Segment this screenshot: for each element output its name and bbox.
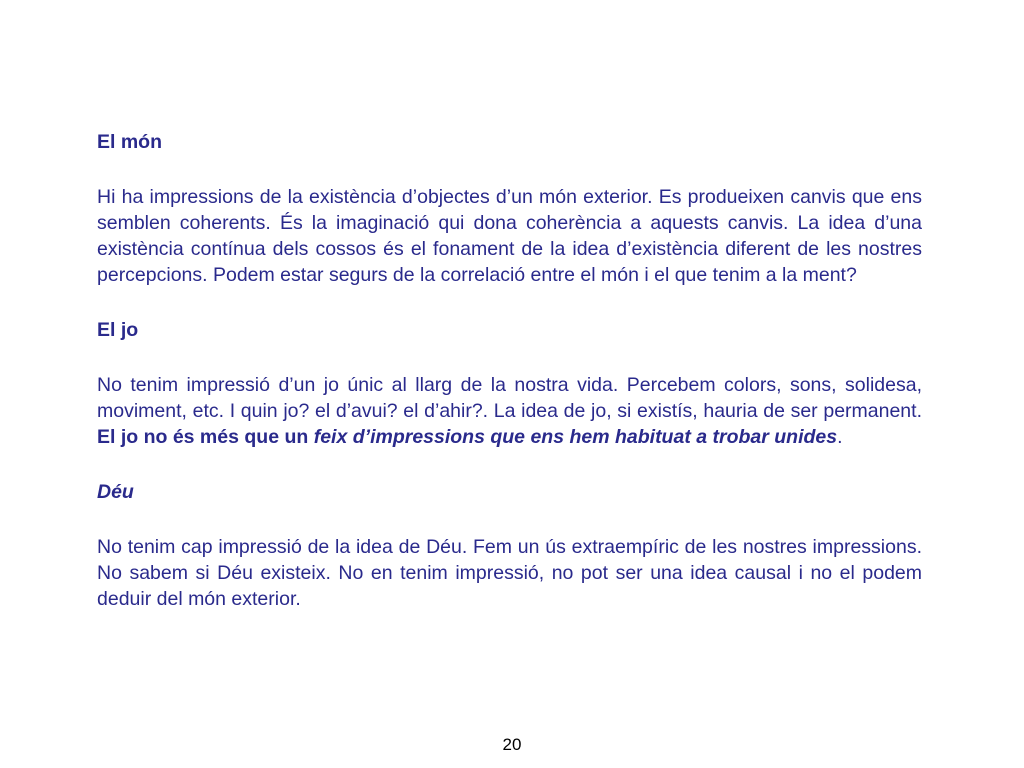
section-heading-world: El món bbox=[97, 131, 163, 153]
section-paragraph-god: No tenim cap impressió de la idea de Déu. Fem un ús extraempíric de les nostres impressions. No sabem si Déu existeix. No en tenim impressió, no pot ser una idea causal i no el podem deduir del món exterior. bbox=[97, 536, 922, 610]
page-content bbox=[97, 129, 922, 612]
self-text-bold: El jo no és més que un bbox=[97, 426, 314, 448]
self-text-plain: No tenim impressió d’un jo únic al llarg de la nostra vida. Percebem colors, sons, solidesa, moviment, etc. I quin jo? el d’avui? el d’ahir?. La idea de jo, si existís, hauria de ser permanent. bbox=[97, 374, 922, 422]
page-number: 20 bbox=[502, 735, 522, 754]
self-text-end: . bbox=[837, 426, 843, 448]
section-paragraph-self bbox=[97, 372, 922, 450]
self-text-bold-italic: feix d’impressions que ens hem habituat a trobar unides bbox=[313, 426, 838, 448]
section-paragraph-world: Hi ha impressions de la existència d’objectes d’un món exterior. Es produeixen canvis que ens semblen coherents. És la imaginació qui dona coherència a aquests canvis. La idea d’una existència contínua dels cossos és el fonament de la idea d’existència diferent de les nostres percepcions. Podem estar segurs de la correlació entre el món i el que tenim a la ment? bbox=[97, 186, 922, 286]
section-heading-self: El jo bbox=[97, 319, 139, 341]
section-heading-god: Déu bbox=[97, 481, 134, 503]
